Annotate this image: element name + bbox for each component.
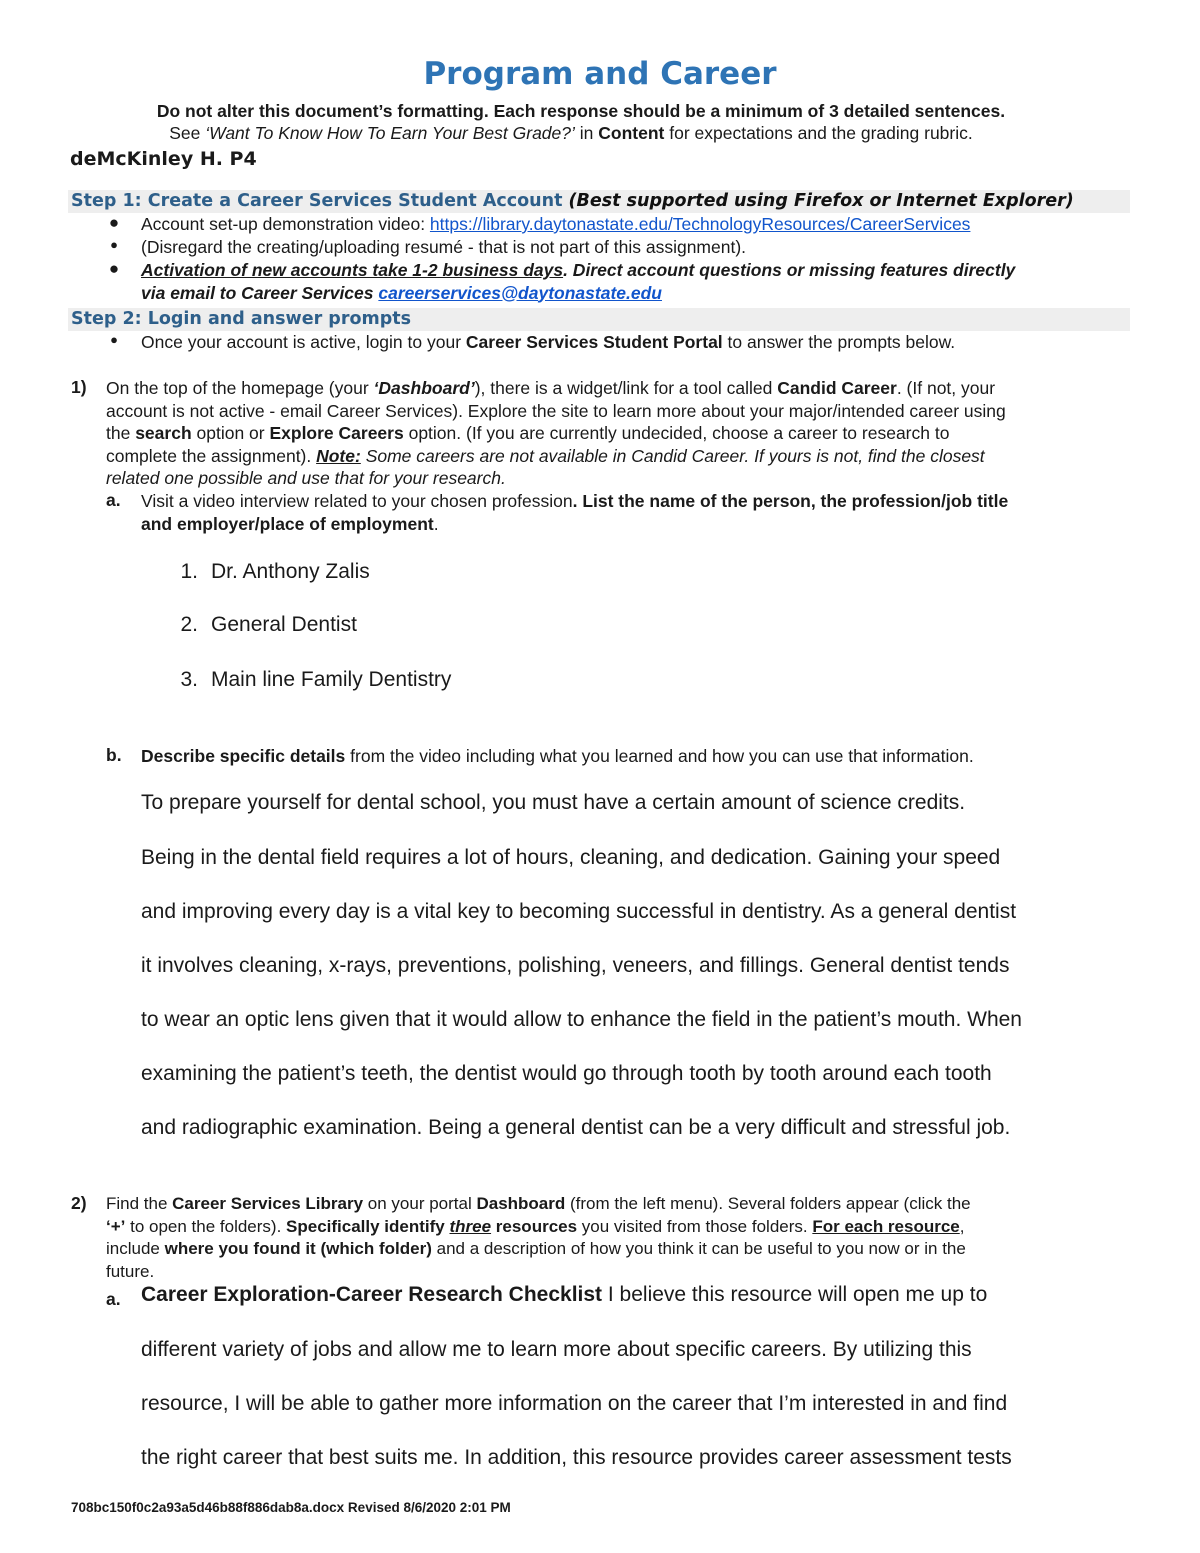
q1-line3-post: option. (If you are currently undecided, choose a career to research to	[403, 423, 950, 443]
q1-line1-candid: Candid Career	[777, 378, 897, 398]
q2-line1-library: Career Services Library	[172, 1194, 364, 1213]
q2-line2-three: three	[449, 1216, 492, 1236]
q1-sub-b-text	[141, 745, 1131, 768]
q1-b-answer-line: it involves cleaning, x-rays, preventions, polishing, veneers, and fillings. General dentist tends	[141, 954, 1010, 977]
q1-line3-mid: option or	[191, 423, 270, 443]
q2-a-answer-line: resource, I will be able to gather more information on the career that I’m interested in and find	[141, 1392, 1008, 1415]
question-2-text	[106, 1193, 1126, 1283]
q2-line2-mid: to open the folders).	[125, 1216, 287, 1236]
q2-line2-each: For each resource	[812, 1216, 960, 1236]
grading-instruction-post: for expectations and the grading rubric.	[664, 123, 973, 143]
q1-sub-a-bold2: and employer/place of employment	[141, 513, 434, 534]
q1-sub-a-text	[141, 490, 1131, 535]
step1-bullet-activation	[141, 259, 1141, 304]
answer-person-name: Dr. Anthony Zalis	[211, 560, 370, 583]
career-services-video-link[interactable]: https://library.daytonastate.edu/TechnologyResources/CareerServices	[429, 214, 971, 234]
q2-line1	[106, 1193, 1126, 1216]
answer-number: 1.	[180, 560, 198, 583]
answer-number: 2.	[180, 613, 198, 636]
step2-bullet	[141, 331, 1141, 354]
step1-bullet-video	[141, 213, 1141, 236]
q2-line2-plus: ‘+’	[106, 1216, 126, 1236]
q2-resource-desc-start: I believe this resource will open me up to	[602, 1283, 988, 1306]
q1-b-answer-line: and improving every day is a vital key to becoming successful in dentistry. As a general dentist	[141, 900, 1017, 923]
q1-b-answer-line: To prepare yourself for dental school, you must have a certain amount of science credits.	[141, 791, 966, 814]
document-footer: 708bc150f0c2a93a5d46b88f886dab8a.docx Revised 8/6/2020 2:01 PM	[71, 1500, 511, 1515]
q1-line2: account is not active - email Career Services). Explore the site to learn more about your major/intended career using	[106, 400, 1006, 421]
q1-line3-pre: the	[106, 423, 136, 443]
q2-line3-post: and a description of how you think it can be useful to you now or in the	[431, 1239, 966, 1258]
q1-sub-b-bold: Describe specific details	[141, 746, 346, 766]
q2-line2-resources: resources	[491, 1216, 578, 1236]
bullet-icon: ●	[108, 213, 120, 232]
activation-line2: via email to Career Services	[141, 282, 379, 303]
q2-a-answer-line: the right career that best suits me. In addition, this resource provides career assessment tests	[141, 1446, 1012, 1469]
student-name: deMcKinley H. P4	[70, 148, 257, 170]
q2-line3	[106, 1238, 1126, 1261]
q1-sub-b-letter: b.	[106, 745, 122, 765]
step2-bullet-post: to answer the prompts below.	[722, 332, 956, 352]
step1-title: Step 1: Create a Career Services Student Account	[71, 191, 563, 211]
q2-line3-bold: where you found it (which folder)	[164, 1239, 432, 1258]
q2-line2	[106, 1216, 1126, 1239]
step1-browser-note: (Best supported using Firefox or Internet Explorer)	[568, 191, 1074, 211]
q2-line4: future.	[106, 1261, 155, 1281]
step1-bullet-video-text: Account set-up demonstration video:	[141, 214, 430, 234]
bullet-icon: ●	[110, 332, 118, 347]
q1-line4	[106, 445, 1126, 468]
q2-sub-a-letter: a.	[106, 1289, 121, 1309]
q1-line1-post: . (If not, your	[896, 378, 996, 398]
q1-line1-mid: ), there is a widget/link for a tool called	[474, 378, 778, 398]
q2-resource-title: Career Exploration-Career Research Checklist	[141, 1283, 603, 1306]
q1-note-label: Note:	[316, 445, 361, 466]
answer-job-title: General Dentist	[211, 613, 357, 636]
q2-line3-pre: include	[106, 1239, 165, 1258]
question-2-number: 2)	[71, 1193, 87, 1213]
grading-instruction-italic: ‘Want To Know How To Earn Your Best Grade?’	[205, 123, 575, 143]
q2-line1-dashboard: Dashboard	[476, 1194, 566, 1213]
q1-b-answer-line: to wear an optic lens given that it would allow to enhance the field in the patient’s mouth. When	[141, 1008, 1022, 1031]
q1-line5: related one possible and use that for your research.	[106, 468, 506, 488]
q1-line1-pre: On the top of the homepage (your	[106, 378, 374, 398]
career-services-email-link[interactable]: careerservices@daytonastate.edu	[378, 282, 662, 303]
q1-sub-a-post: .	[433, 513, 439, 534]
grading-instruction-bold: Content	[598, 123, 665, 143]
step2-bullet-bold: Career Services Student Portal	[465, 332, 723, 352]
step1-bullet-disregard: (Disregard the creating/uploading resumé - that is not part of this assignment).	[141, 237, 747, 257]
answer-number: 3.	[180, 668, 198, 691]
q1-sub-a-pre: Visit a video interview related to your chosen profession	[141, 491, 573, 511]
grading-instruction-mid: in	[574, 123, 599, 143]
q2-line2-identify: Specifically identify	[286, 1216, 450, 1236]
step2-heading: Step 2: Login and answer prompts	[71, 309, 412, 329]
q1-line4-italic: Some careers are not available in Candid Career. If yours is not, find the closest	[360, 445, 985, 466]
q1-b-answer-line: examining the patient’s teeth, the dentist would go through tooth by tooth around each tooth	[141, 1062, 992, 1085]
q1-line3-explore: Explore Careers	[269, 423, 404, 443]
question-1-number: 1)	[71, 377, 87, 397]
formatting-instruction: Do not alter this document’s formatting. Each response should be a minimum of 3 detailed sentences.	[156, 101, 1006, 121]
grading-instruction-pre: See	[169, 123, 206, 143]
q1-line3	[106, 422, 1126, 445]
q2-line1-mid: on your portal	[363, 1194, 477, 1213]
q1-sub-a-letter: a.	[106, 490, 121, 510]
grading-instruction	[0, 123, 1142, 144]
bullet-icon: ●	[110, 237, 118, 252]
q2-line1-pre: Find the	[106, 1194, 173, 1213]
page-title: Program and Career	[423, 56, 777, 92]
step1-heading	[71, 191, 1074, 211]
q2-line2-mid2: you visited from those folders.	[577, 1216, 813, 1236]
q1-sub-b-post: from the video including what you learned and how you can use that information.	[345, 746, 974, 766]
q2-a-answer-line: different variety of jobs and allow me to learn more about specific careers. By utilizing this	[141, 1338, 972, 1361]
step2-bullet-pre: Once your account is active, login to your	[141, 332, 466, 352]
q1-line1-dashboard: ‘Dashboard’	[373, 378, 475, 398]
q2-line2-post: ,	[959, 1216, 965, 1236]
q2-a-answer-first-line	[141, 1283, 987, 1307]
q1-line3-search: search	[135, 423, 192, 443]
answer-employer: Main line Family Dentistry	[211, 668, 452, 691]
activation-time-note: Activation of new accounts take 1-2 business days	[141, 260, 564, 280]
q2-line1-post: (from the left menu). Several folders appear (click the	[565, 1194, 971, 1213]
bullet-icon: ●	[108, 259, 120, 278]
q1-b-answer-line: and radiographic examination. Being a general dentist can be a very difficult and stressful job.	[141, 1116, 1011, 1139]
q1-line4-pre: complete the assignment).	[106, 445, 317, 466]
question-1-text	[106, 377, 1126, 490]
q1-line1	[106, 377, 1126, 400]
q1-sub-a-bold1: . List the name of the person, the profession/job title	[572, 491, 1009, 511]
activation-rest-line1: . Direct account questions or missing features directly	[563, 260, 1016, 280]
q1-b-answer-line: Being in the dental field requires a lot of hours, cleaning, and dedication. Gaining your speed	[141, 846, 1001, 869]
